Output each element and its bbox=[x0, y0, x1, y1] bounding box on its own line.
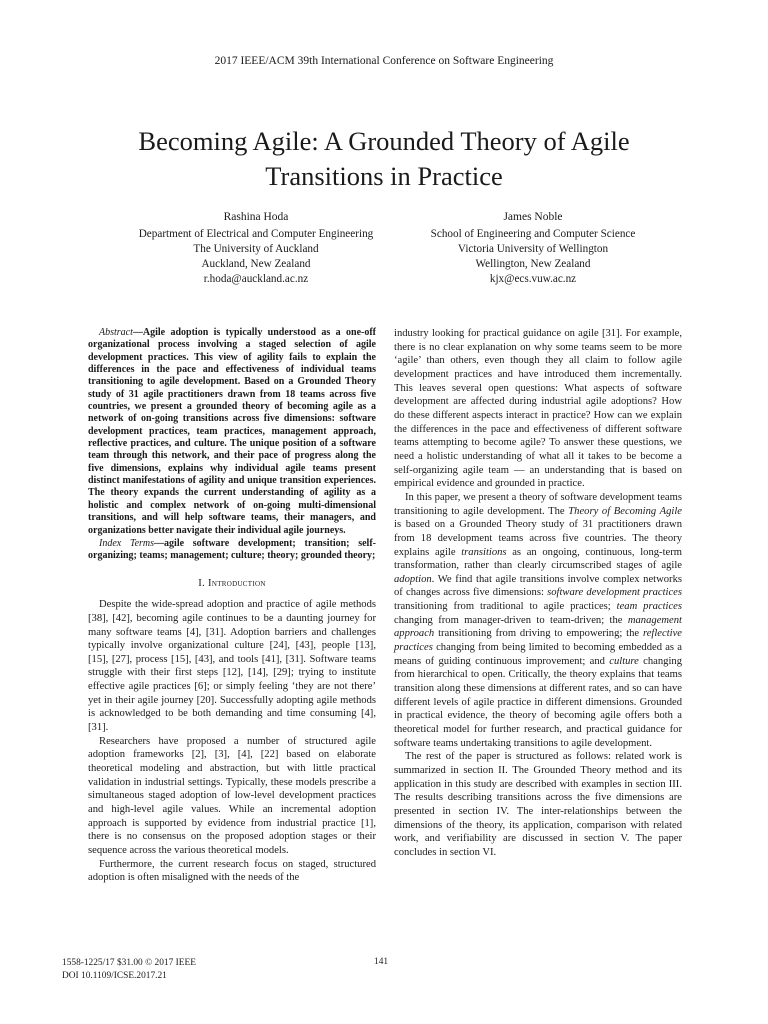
author-department: Department of Electrical and Computer Engineering bbox=[138, 228, 374, 241]
section-number: I. bbox=[198, 577, 209, 589]
author-department: School of Engineering and Computer Science bbox=[430, 228, 636, 241]
author-name: James Noble bbox=[503, 211, 563, 223]
abstract bbox=[88, 327, 376, 537]
title-line-1: Becoming Agile: A Grounded Theory of Agile bbox=[138, 126, 630, 156]
text-run: . We find that agile transitions involve complex networks of changes across five dimensions: bbox=[394, 573, 682, 599]
index-terms-text: —agile software development; transition; self-organizing; teams; management; culture; theory; grounded theory; bbox=[88, 537, 376, 562]
author-location: Auckland, New Zealand bbox=[201, 258, 311, 271]
author-block-noble bbox=[398, 210, 668, 287]
text-run: is based on a Grounded Theory study of 31 practitioners drawn from 18 development teams across five countries. The theory explains agile bbox=[394, 519, 682, 558]
index-terms-label: Index Terms bbox=[99, 537, 155, 549]
intro-paragraph-3-continued: industry looking for practical guidance on agile [31]. For example, there is no clear explanation on why some teams seem to be more ‘agile’ than others, even though they all claim to follow agile development practices and have introduced them incrementally. This leaves several open questions: What aspects of software development are affected during industrial agile adoptions? How do these different aspects interact in practice? How can we explain the differences in the pace and effectiveness of different software teams attempting to become agile? To answer these questions, we need a holistic understanding of what all it takes to be become a self-organizing agile team — an understanding that is based on empirical evidence and grounded in practice. bbox=[394, 328, 682, 490]
emphasis-run: software development practices bbox=[547, 587, 682, 599]
footer-copyright bbox=[62, 957, 196, 982]
abstract-label: Abstract bbox=[99, 327, 133, 338]
emphasis-run: adoption bbox=[394, 573, 432, 585]
conference-header: 2017 IEEE/ACM 39th International Conference on Software Engineering bbox=[214, 55, 554, 67]
text-run: changing from hierarchical to open. Critically, the theory explains that teams transition along these dimensions at different rates, and so can have different levels of agile practice in different dimensions. Grounded in practical evidence, the theory of becoming agile offers both a theoretical model for further research, and practical guidance for software teams undertaking transitions to agile development. bbox=[394, 655, 683, 749]
author-institution: The University of Auckland bbox=[193, 243, 319, 256]
text-run: changing from being limited to becoming embedded as a means of guiding continuous improvement; and bbox=[394, 642, 682, 667]
author-name: Rashina Hoda bbox=[223, 211, 289, 223]
paper-title bbox=[0, 124, 768, 194]
emphasis-run: reflective practices bbox=[394, 628, 682, 654]
text-run: transitioning from driving to empowering; the bbox=[434, 628, 643, 640]
abstract-text: —Agile adoption is typically understood as a one-off organizational process involving a staged selection of agile development practices. This view of agility fails to explain the differences in the pace and effectiveness of individual teams transitioning to agile development. Based on a Grounded Theory study of 31 agile practitioners drawn from 18 teams across five countries, we present a grounded theory of becoming agile as a network of on-going transitions across five dimensions: software development practices, team practices, management approach, reflective practices, and culture. The unique position of a software team through this network, and their pace of progress along the five dimensions, explains why individual agile teams present distinct manifestations of agility and unique transition experiences. The theory expands the current understanding of agility as a holistic and complex network of on-going multi-dimensional transitions, and will help software teams, their managers, and organizations better navigate their individual agile journeys. bbox=[88, 327, 376, 536]
author-email[interactable]: kjx@ecs.vuw.ac.nz bbox=[489, 273, 577, 286]
text-run: changing from manager-driven to team-driven; the bbox=[394, 614, 628, 626]
right-column bbox=[394, 327, 682, 937]
title-line-2: Transitions in Practice bbox=[265, 161, 503, 191]
text-run: as an ongoing, continuous, long-term transformation, rather than clearly circumscribed stages of agile bbox=[394, 546, 682, 572]
left-column bbox=[88, 327, 376, 937]
intro-paragraph-3: Furthermore, the current research focus on staged, structured adoption is often misaligned with the needs of the bbox=[88, 858, 376, 884]
emphasis-run: management approach bbox=[394, 614, 682, 640]
intro-paragraph-2: Researchers have proposed a number of structured agile adoption frameworks [2], [3], [4], [22] based on elaborate theoretical modeling and abstraction, but with little practical validation in industrial settings. Typically, these models prescribe a simultaneous staged adoption of low-level development practices and high-level agile values. While an incremental adoption approach is supported by evidence from industrial practice [1], there is no consensus on the proposed adoption stages or their sequence across the various theoretical models. bbox=[88, 735, 376, 856]
page-number: 141 bbox=[374, 957, 389, 967]
index-terms bbox=[88, 538, 376, 563]
author-email[interactable]: r.hoda@auckland.ac.nz bbox=[203, 273, 309, 286]
footer-issn: 1558-1225/17 $31.00 © 2017 IEEE bbox=[62, 958, 196, 968]
emphasis-run: Theory of Becoming Agile bbox=[568, 505, 682, 517]
text-run: In this paper, we present a theory of software development teams transitioning to agile development. The bbox=[394, 491, 682, 517]
text-run: transitioning from traditional to agile practices; bbox=[394, 601, 617, 613]
emphasis-run: culture bbox=[609, 655, 639, 667]
author-institution: Victoria University of Wellington bbox=[457, 243, 609, 256]
author-location: Wellington, New Zealand bbox=[475, 258, 591, 271]
section-title: Introduction bbox=[208, 577, 266, 589]
emphasis-run: team practices bbox=[616, 601, 682, 613]
intro-paragraph-5: The rest of the paper is structured as follows: related work is summarized in section II. The Grounded Theory method and its application in this study are described with examples in section III. The results describing transitions across the five dimensions are presented in section IV. The inter-relationships between the dimensions of the theory, its application, comparison with related work, and verifiability are discussed in section V. The paper concludes in section VI. bbox=[394, 751, 682, 858]
author-block-hoda bbox=[120, 210, 392, 287]
footer-doi[interactable]: DOI 10.1109/ICSE.2017.21 bbox=[62, 970, 167, 981]
emphasis-run: transitions bbox=[461, 546, 507, 558]
intro-paragraph-4 bbox=[394, 491, 682, 750]
section-heading-introduction bbox=[88, 577, 376, 591]
intro-paragraph-1: Despite the wide-spread adoption and practice of agile methods [38], [42], becoming agile continues to be a daunting journey for many software teams [4], [31]. Adoption barriers and challenges typically involve organizational culture [24], [43], people [13], [15], [27], process [15], [43], and tools [41], [31]. Software teams struggle with their first steps [12], [14], [29]; trying to institute effective agile practices [6]; or simply feeling ‘they are not there’ yet in their agile journey [20]. Successfully adopting agile methods is acknowledged to be both demanding and time consuming [4], [31]. bbox=[88, 599, 376, 734]
